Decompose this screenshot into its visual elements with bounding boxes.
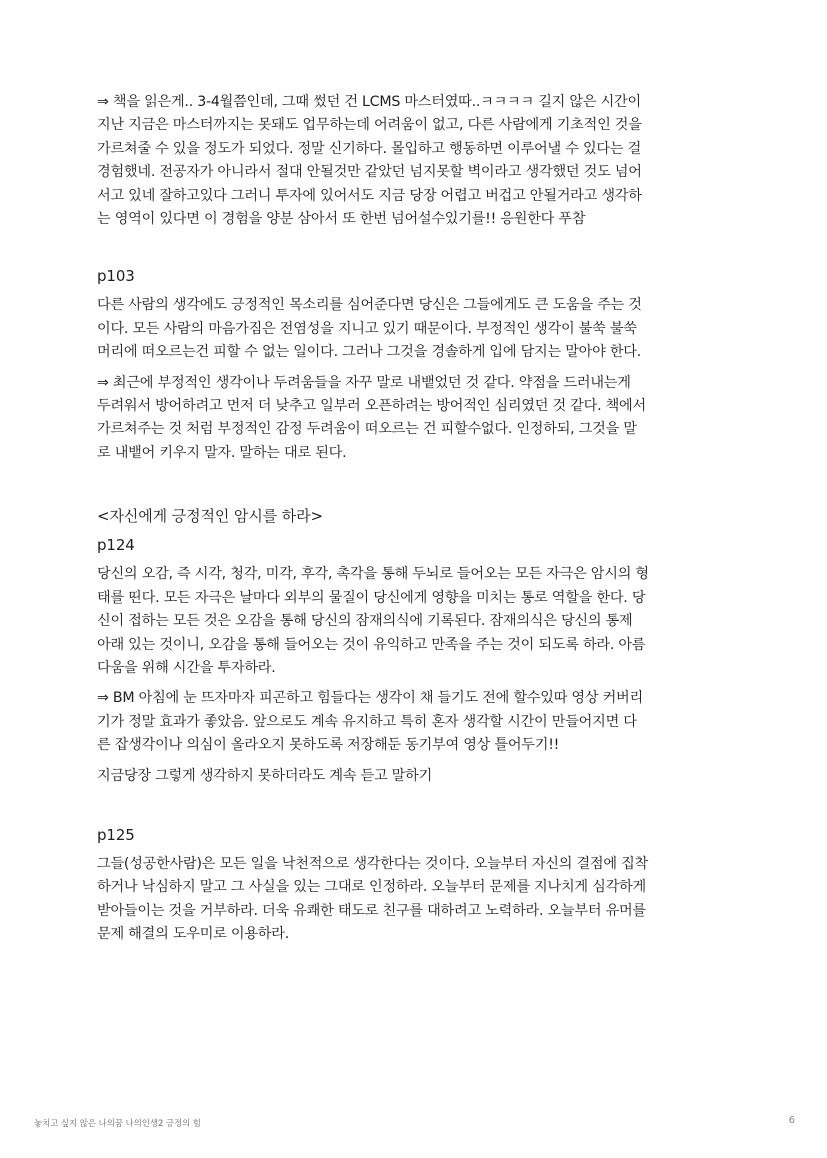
quote-paragraph: 다른 사람의 생각에도 긍정적인 목소리를 심어준다면 당신은 그들에게도 큰 도움을 주는 것 이다. 모든 사람의 마음가짐은 전염성을 지니고 있기 때문이다. 부정적인 생각이 불쑥 불쑥 머리에 떠오르는건 피할 수 없는 일이다. 그러나 그것을 경솔하게 입에 담지는 말아야 한다. <box>97 297 642 361</box>
spacer <box>97 231 737 265</box>
document-body <box>97 91 737 954</box>
footer-document-title: 놓치고 싶지 않은 나의꿈 나의인생2 긍정의 힘 <box>34 1119 201 1129</box>
page-reference: p125 <box>97 825 135 844</box>
comment-paragraph: ⇒ 최근에 부정적인 생각이나 두려움들을 자꾸 말로 내뱉었던 것 같다. 약점을 드러내는게 두려워서 방어하려고 먼저 더 낮추고 일부러 오픈하려는 방어적인 심리였던 것 같다. 책에서 가르쳐주는 것 처럼 부정적인 감정 두려움이 떠오르는 건 피할수없다. 인정하되, 그것을 말 로 내뱉어 키우지 말자. 말하는 대로 된다. <box>97 374 646 461</box>
spacer <box>97 465 737 505</box>
page-reference: p103 <box>97 267 135 286</box>
comment-paragraph: ⇒ 책을 읽은게.. 3-4월쯤인데, 그때 썼던 건 LCMS 마스터였따..ㅋㅋㅋㅋ 길지 않은 시간이 지난 지금은 마스터까지는 못돼도 업무하는데 어려움이 없고, 다른 사람에게 기초적인 것을 가르쳐줄 수 있을 정도가 되었다. 정말 신기하다. 몰입하고 행동하면 이루어낼 수 있다는 걸 경험했네. 전공자가 아니라서 절대 안될것만 같았던 넘지못할 벽이라고 생각했던 것도 넘어 서고 있네 잘하고있다 그러니 투자에 있어서도 지금 당장 어렵고 버겁고 안될거라고 생각하 는 영역이 있다면 이 경험을 양분 삼아서 또 한번 넘어설수있기를!! 응원한다 푸참 <box>97 94 642 228</box>
section-title: <자신에게 긍정적인 암시를 하라> <box>97 507 324 526</box>
comment-paragraph: ⇒ BM 아침에 눈 뜨자마자 피곤하고 힘들다는 생각이 채 들기도 전에 할수있따 영상 커버리 기가 정말 효과가 좋았음. 앞으로도 계속 유지하고 특히 혼자 생각할 시간이 만들어지면 다 른 잡생각이나 의심이 올라오지 못하도록 저장해둔 동기부여 영상 틀어두기!! <box>97 690 643 754</box>
spacer <box>97 788 737 824</box>
quote-paragraph: 당신의 오감, 즉 시각, 청각, 미각, 후각, 촉각을 통해 두뇌로 들어오는 모든 자극은 암시의 형 태를 띤다. 모든 자극은 날마다 외부의 물질이 당신에게 영향을 미치는 통로 역할을 한다. 당 신이 접하는 모든 것은 오감을 통해 당신의 잠재의식에 기록된다. 잠재의식은 당신의 통제 아래 있는 것이니, 오감을 통해 들어오는 것이 유익하고 만족을 주는 것이 되도록 하라. 아름 다움을 위해 시간을 투자하라. <box>97 566 649 676</box>
comment-paragraph: 지금당장 그렇게 생각하지 못하더라도 계속 듣고 말하기 <box>97 767 433 784</box>
page-reference: p124 <box>97 536 135 555</box>
quote-paragraph: 그들(성공한사람)은 모든 일을 낙천적으로 생각한다는 것이다. 오늘부터 자신의 결점에 집착 하거나 낙심하지 말고 그 사실을 있는 그대로 인정하라. 오늘부터 문제를 지나치게 심각하게 받아들이는 것을 거부하라. 더욱 유쾌한 태도로 친구를 대하려고 노력하라. 오늘부터 유머를 문제 해결의 도우미로 이용하라. <box>97 855 649 943</box>
footer-page-number: 6 <box>788 1115 795 1126</box>
